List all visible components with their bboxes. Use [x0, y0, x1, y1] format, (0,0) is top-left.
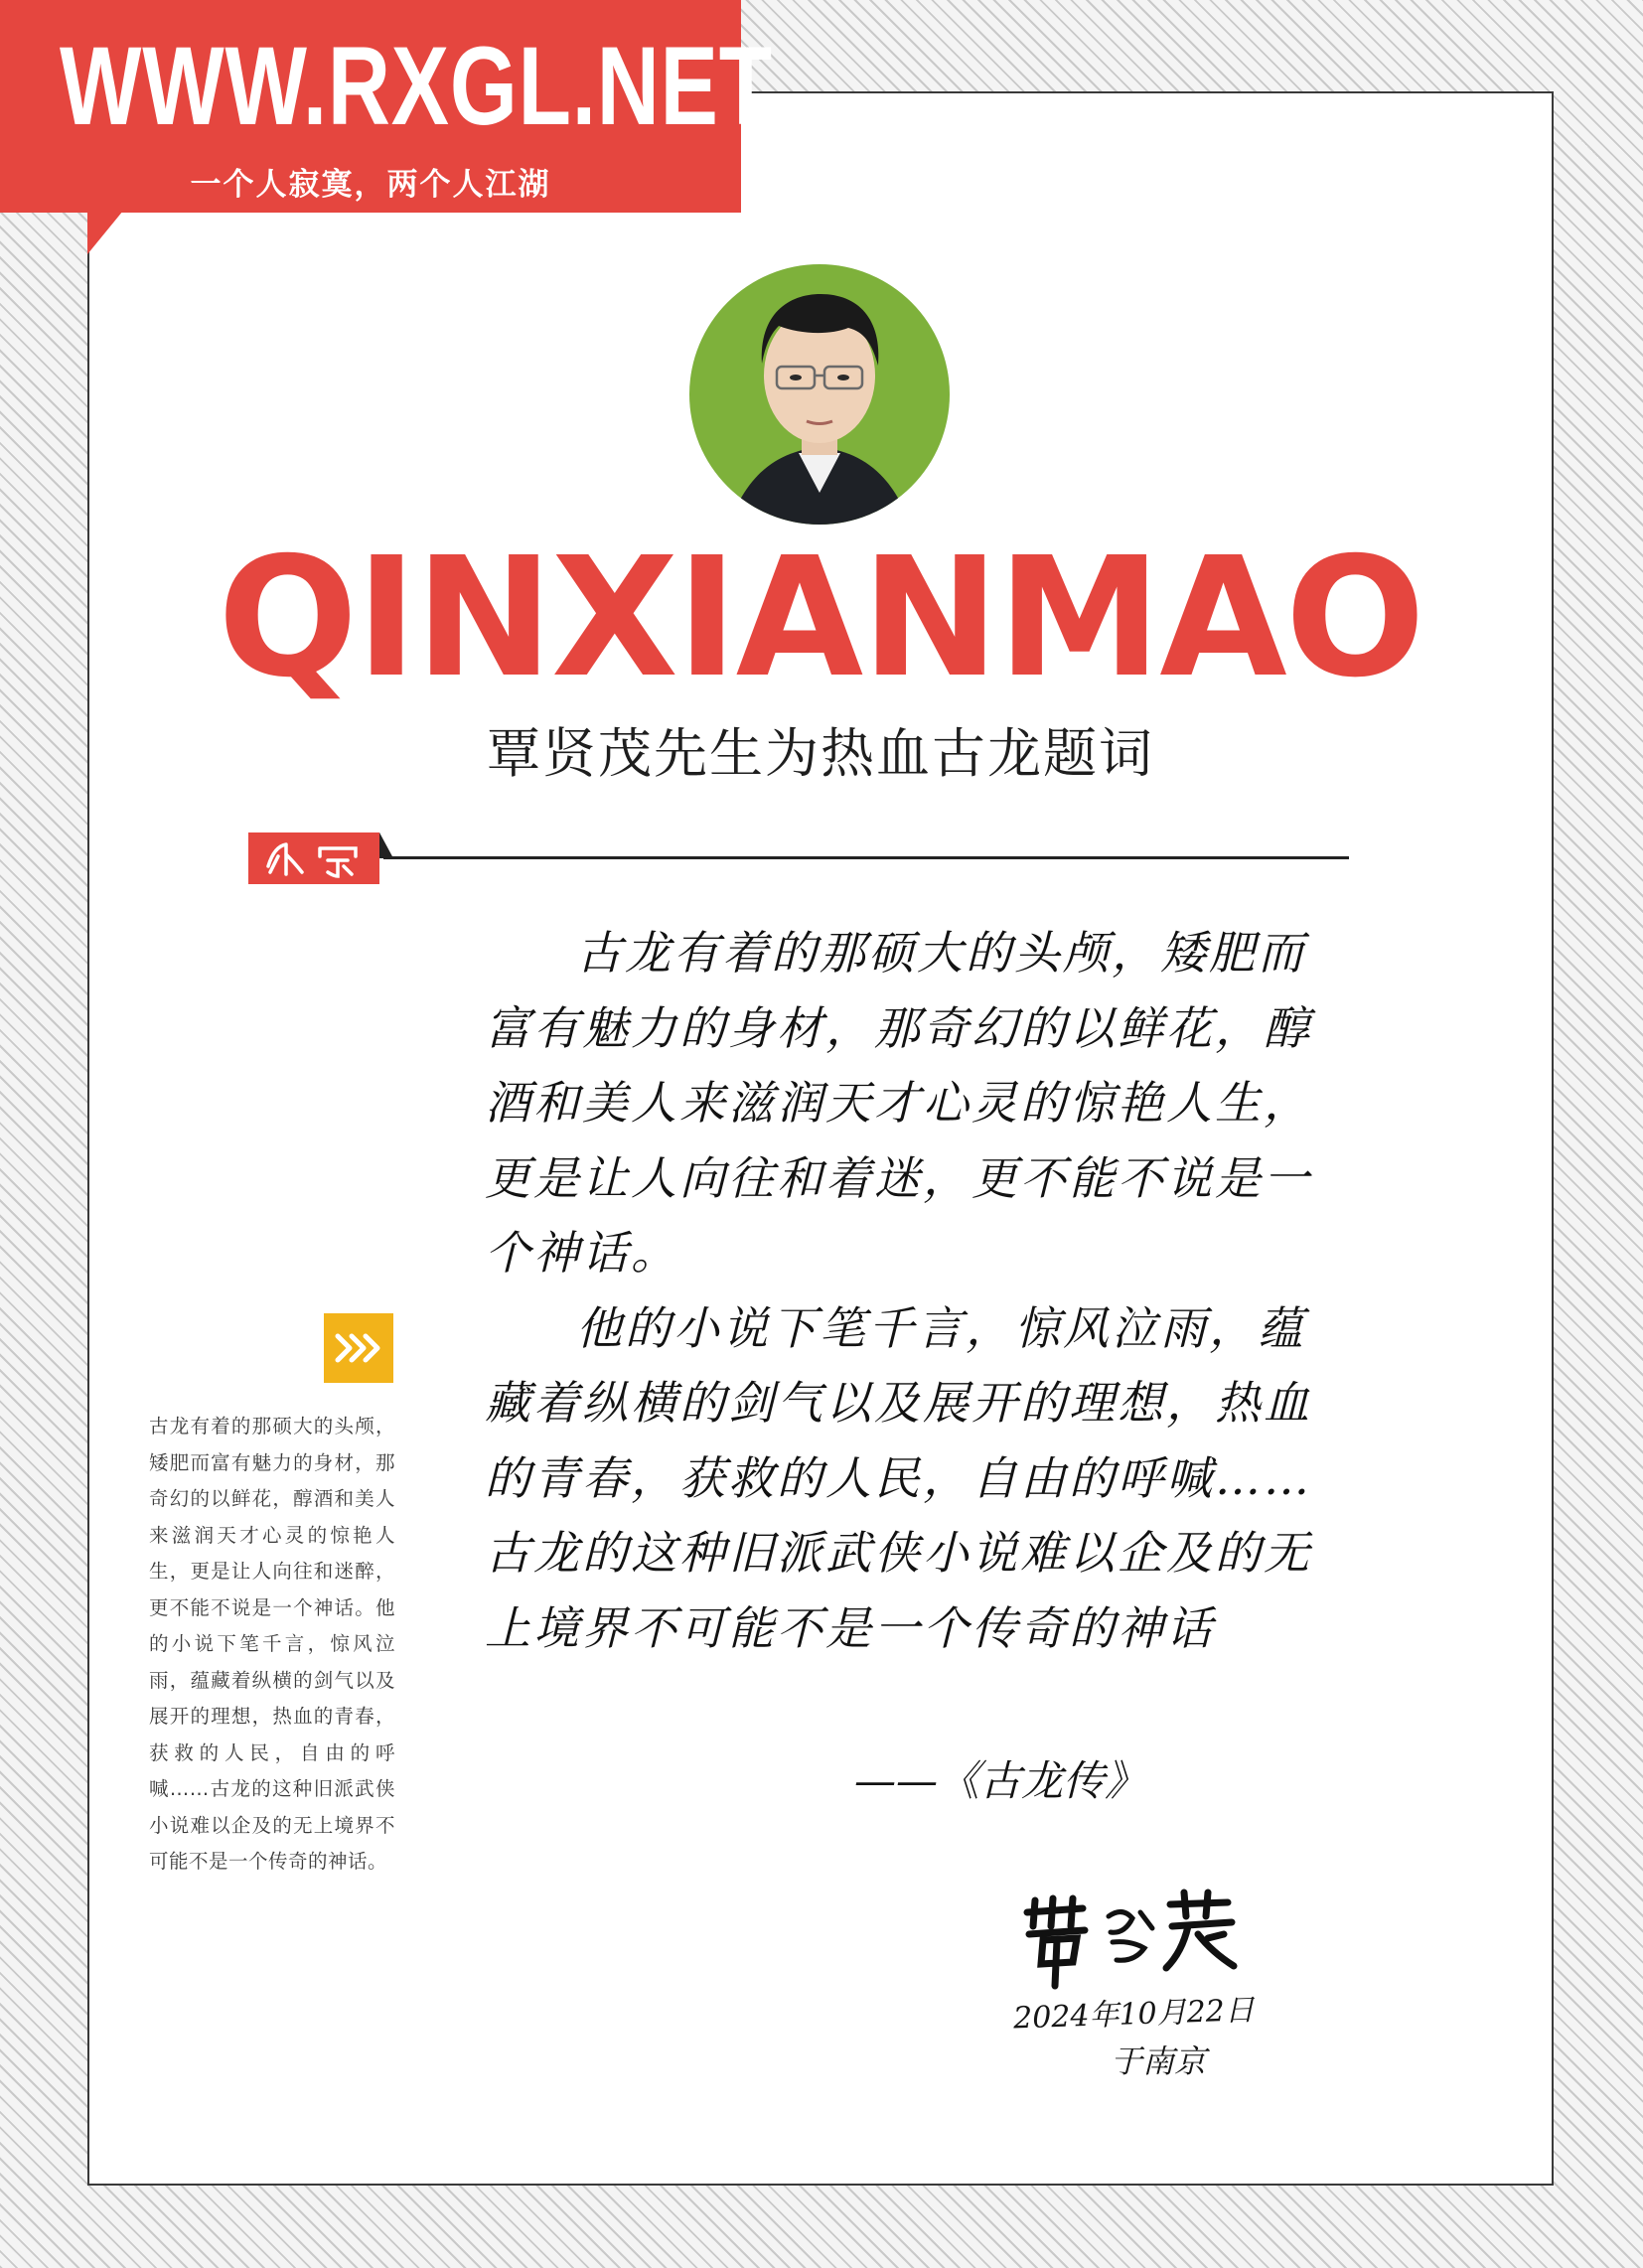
letter-paragraph: 古龙有着的那硕大的头颅，矮肥而富有魅力的身材，那奇幻的以鲜花，醇酒和美人来滋润天才心灵的惊艳人生，更是让人向往和着迷，更不能不说是一个神话。 [485, 926, 1312, 1280]
letter-place: 于南京 [1111, 2042, 1207, 2080]
handwritten-signature [1013, 1883, 1252, 1992]
sidebar-excerpt: 古龙有着的那硕大的头颅，矮肥而富有魅力的身材，那奇幻的以鲜花，醇酒和美人来滋润天才心灵的惊艳人生，更是让人向往和迷醉，更不能不说是一个神话。他的小说下笔千言，惊风泣雨，蕴藏着纵横的剑气以及展开的理想，热血的青春，获救的人民，自由的呼喊……古龙的这种旧派武侠小说难以企及的无上境界不可能不是一个传奇的神话。 [149, 1415, 395, 1873]
letter-date: 2024年10月22日 [1012, 1993, 1256, 2037]
site-url[interactable]: WWW.RXGL.NET [60, 24, 773, 148]
section-divider [383, 856, 1349, 859]
divider-notch [379, 832, 393, 858]
section-seal-tag [248, 832, 379, 884]
site-banner[interactable] [0, 0, 773, 213]
seal-tag-icon [248, 832, 379, 884]
handwritten-letter [485, 916, 1339, 1666]
triple-chevron-right-icon [324, 1313, 393, 1383]
site-slogan: 一个人寂寞，两个人江湖 [190, 167, 551, 203]
letter-attribution: ——《古龙传》 [854, 1756, 1147, 1805]
banner-tail [87, 211, 123, 254]
subtitle: 覃贤茂先生为热血古龙题词 [487, 722, 1154, 785]
author-portrait [689, 264, 950, 525]
name-title: QINXIANMAO [218, 523, 1423, 714]
portrait-figure [689, 264, 950, 525]
letter-paragraph: 他的小说下笔千言，惊风泣雨，蕴藏着纵横的剑气以及展开的理想，热血的青春，获救的人民，自由的呼喊……古龙的这种旧派武侠小说难以企及的无上境界不可能不是一个传奇的神话 [485, 1300, 1312, 1655]
